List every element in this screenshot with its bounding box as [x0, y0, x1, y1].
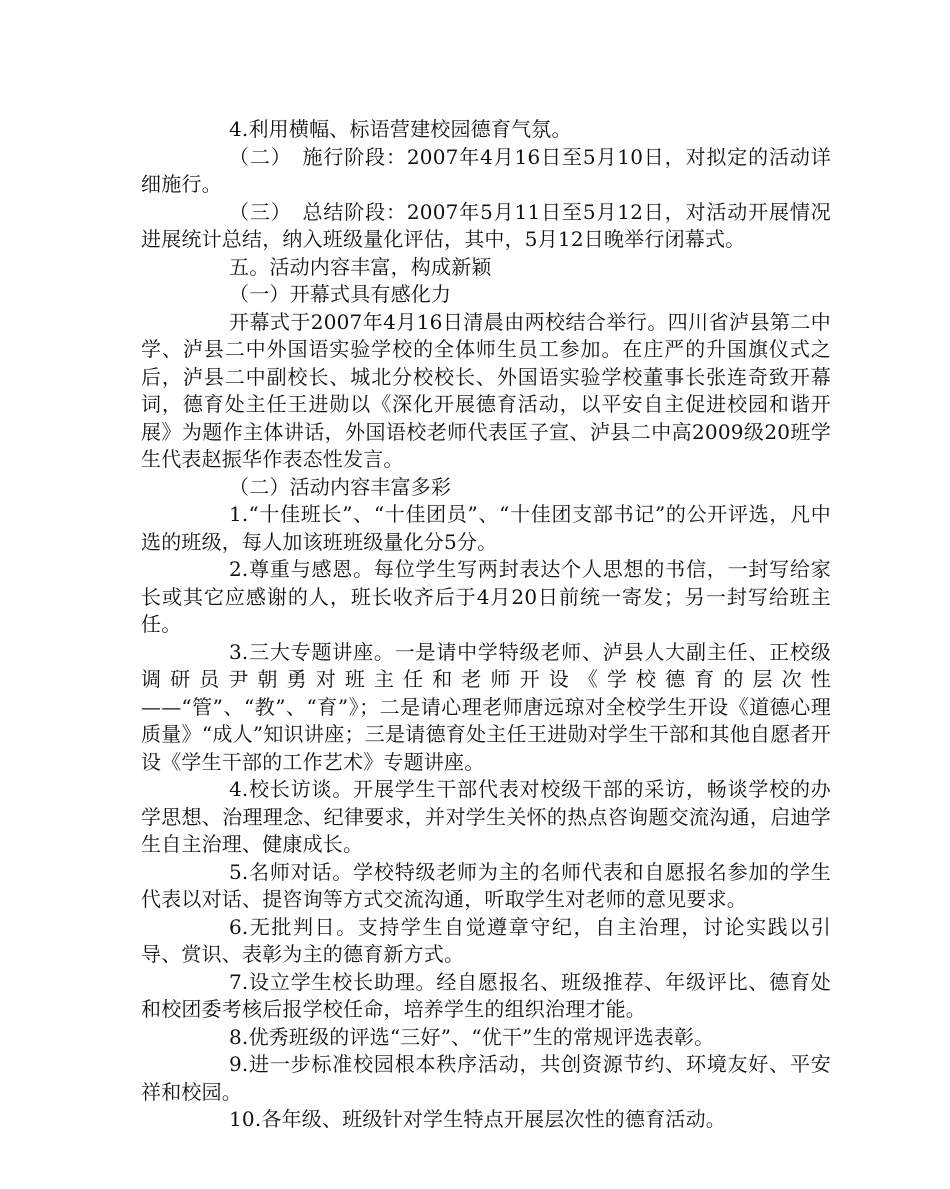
- paragraph-opening-ceremony: 开幕式于2007年4月16日清晨由两校结合举行。四川省泸县第二中学、泸县二中外国语实验学校的全体师生员工参加。在庄严的升国旗仪式之后，泸县二中副校长、城北分校校长、外国语实验学校董事长张连奇致开幕词，德育处主任王进勋以《深化开展德育活动，以平安自主促进校园和谐开展》为题作主体讲话，外国语校老师代表匡子宣、泸县二中高2009级20班学生代表赵振华作表态性发言。: [141, 309, 831, 471]
- list-item-grade-activities: 10.各年级、班级针对学生特点开展层次性的德育活动。: [229, 1107, 727, 1131]
- document-body: [141, 116, 831, 1134]
- list-item-top-ten-selection: 1.“十佳班长”、“十佳团员”、“十佳团支部书记”的公开评选，凡中选的班级，每人加该班班级量化分5分。: [141, 502, 831, 554]
- list-item-no-criticism-day: 6.无批判日。支持学生自觉遵章守纪，自主治理，讨论实践以引导、赏识、表彰为主的德育新方式。: [141, 914, 831, 966]
- list-item-student-assistant: 7.设立学生校长助理。经自愿报名、班级推荐、年级评比、德育处和校团委考核后报学校任命，培养学生的组织治理才能。: [141, 969, 831, 1021]
- list-item-respect-gratitude: 2.尊重与感恩。每位学生写两封表达个人思想的书信，一封写给家长或其它应感谢的人，班长收齐后于4月20日前统一寄发；另一封写给班主任。: [141, 557, 831, 636]
- section-heading-activity-content: 五。活动内容丰富，构成新颖: [229, 254, 492, 279]
- list-item-teacher-dialogue: 5.名师对话。学校特级老师为主的名师代表和自愿报名参加的学生代表以对话、提咨询等方式交流沟通，听取学生对老师的意见要求。: [141, 859, 831, 911]
- list-item-principal-interview: 4.校长访谈。开展学生干部代表对校级干部的采访，畅谈学校的办学思想、治理理念、纪律要求，并对学生关怀的热点咨询题交流沟通，启迪学生自主治理、健康成长。: [141, 777, 831, 856]
- subheading-opening-ceremony: （一）开幕式具有感化力: [229, 282, 452, 306]
- list-item-excellent-class: 8.优秀班级的评选“三好”、“优干”生的常规评选表彰。: [229, 1024, 715, 1049]
- list-item-campus-order: 9.进一步标准校园根本秩序活动，共创资源节约、环境友好、平安祥和校园。: [141, 1052, 831, 1104]
- paragraph-banner-slogans: 4.利用横幅、标语营建校园德育气氛。: [229, 117, 572, 141]
- paragraph-summary-phase: （三） 总结阶段：2007年5月11日至5月12日，对活动开展情况进展统计总结，纳入班级量化评估，其中，5月12日晚举行闭幕式。: [141, 199, 831, 251]
- subheading-rich-activities: （二）活动内容丰富多彩: [229, 474, 452, 499]
- list-item-lectures: 3.三大专题讲座。一是请中学特级老师、泸县人大副主任、正校级调研员尹朝勇对班主任和老师开设《学校德育的层次性——“管”、“教”、“育”》；二是请心理老师唐远琼对全校学生开设《道德心理质量》“成人”知识讲座；三是请德育处主任王进勋对学生干部和其他自愿者开设《学生干部的工作艺术》专题讲座。: [141, 639, 831, 774]
- paragraph-implementation-phase: （二） 施行阶段：2007年4月16日至5月10日，对拟定的活动详细施行。: [141, 144, 831, 196]
